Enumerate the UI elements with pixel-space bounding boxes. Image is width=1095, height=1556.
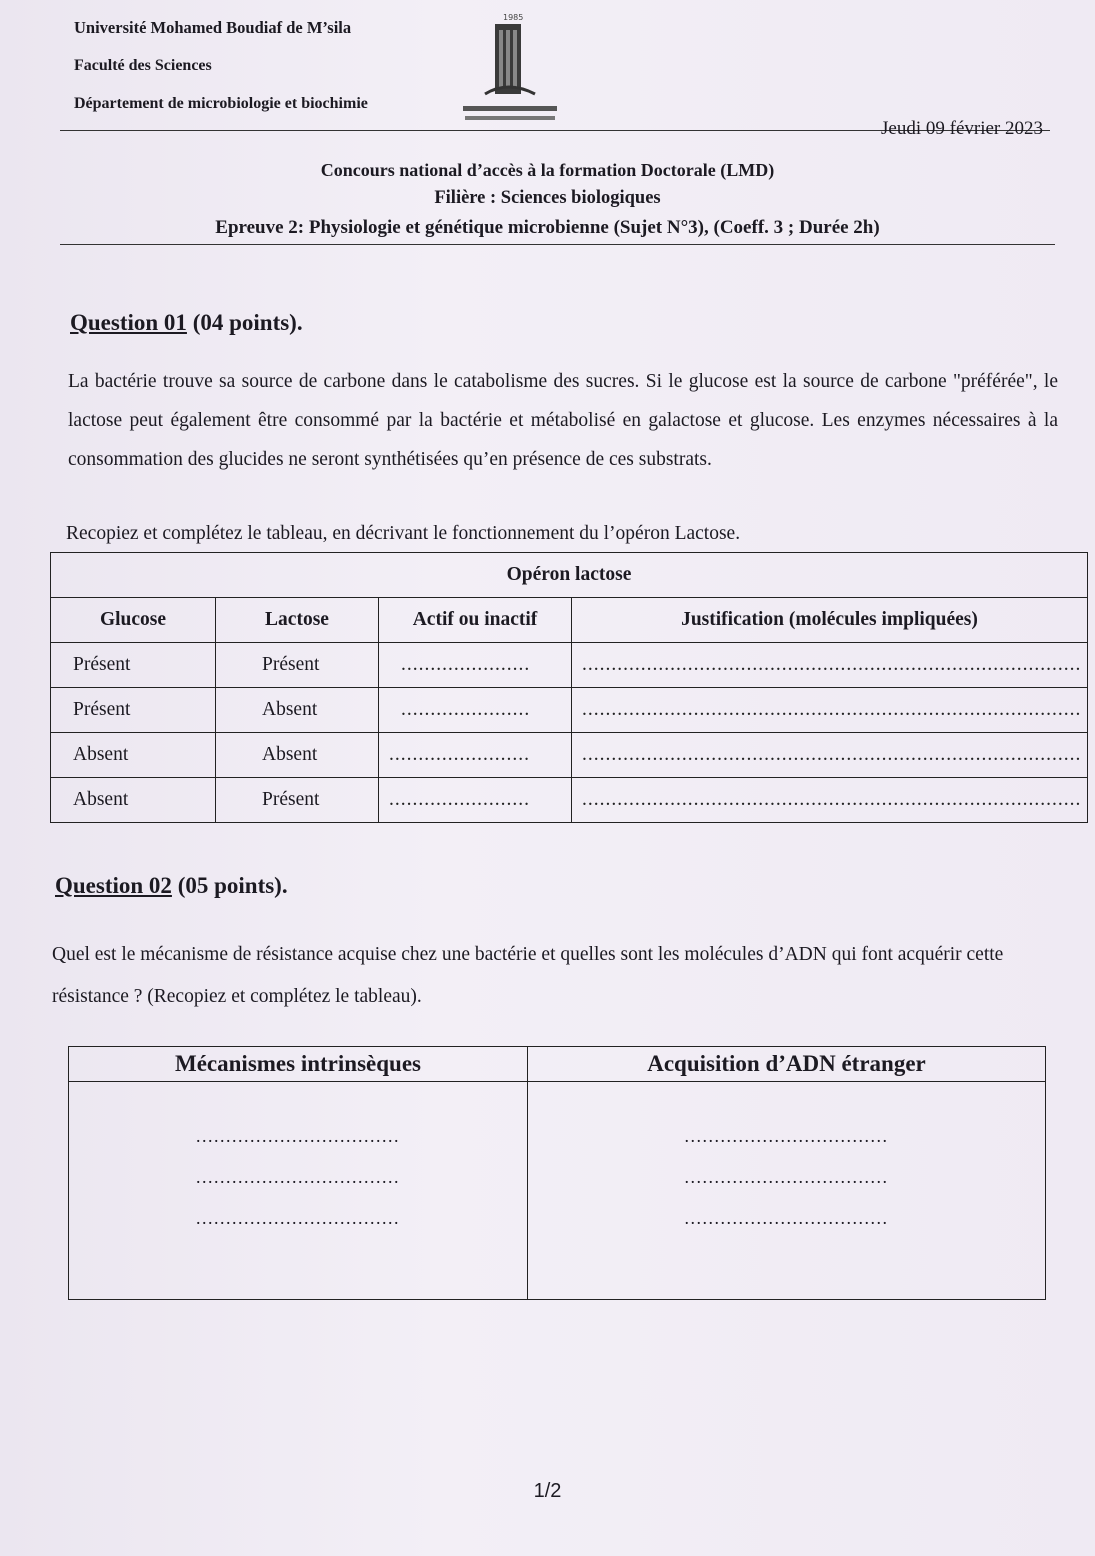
cell-lactose: Présent (216, 778, 379, 823)
cell-glucose: Présent (51, 688, 216, 733)
institution-header (74, 18, 368, 132)
question-02-label: Question 02 (55, 873, 172, 898)
answer-blank-line: .................................. (684, 1167, 889, 1187)
question-02-text: Quel est le mécanisme de résistance acquise chez une bactérie et quelles sont les molécules d’ADN qui font acquérir cette résistance ? (Recopiez et complétez le tableau). (52, 944, 1004, 1007)
cell-lactose: Absent (216, 733, 379, 778)
cell-glucose: Présent (51, 643, 216, 688)
question-02-title (55, 873, 288, 899)
cell-justification-blank: ..................................................................................... (572, 688, 1088, 733)
department-name: Département de microbiologie et biochimie (74, 95, 368, 112)
question-01-instruction: Recopiez et complétez le tableau, en décrivant le fonctionnement du l’opéron Lactose. (66, 523, 741, 544)
title-rule (60, 244, 1055, 245)
university-name: Université Mohamed Boudiaf de M’sila (74, 18, 352, 37)
cell-justification-blank: ..................................................................................... (572, 643, 1088, 688)
col-header-lactose: Lactose (216, 598, 379, 643)
cell-lactose: Absent (216, 688, 379, 733)
answer-blank-line: .................................. (684, 1208, 889, 1228)
answer-blank-line: .................................. (196, 1208, 400, 1228)
resistance-table (68, 1046, 1046, 1300)
exam-title: Concours national d’accès à la formation Doctorale (LMD) (320, 160, 775, 180)
cell-status-blank: ...................... (379, 643, 572, 688)
question-02-points: (05 points). (177, 873, 288, 898)
col-header-intrinsic: Mécanismes intrinsèques (69, 1047, 528, 1082)
answer-blank-line: .................................. (196, 1126, 400, 1146)
question-01-title (70, 310, 303, 336)
col-header-foreign-dna: Acquisition d’ADN étranger (528, 1047, 1046, 1082)
operon-table-title-row (51, 553, 1088, 598)
operon-table (50, 552, 1088, 823)
cell-lactose: Présent (216, 643, 379, 688)
col-header-status: Actif ou inactif (379, 598, 572, 643)
col-header-glucose: Glucose (51, 598, 216, 643)
question-01-label: Question 01 (70, 310, 187, 335)
faculty-name: Faculté des Sciences (74, 57, 212, 74)
exam-subject: Epreuve 2: Physiologie et génétique microbienne (Sujet N°3), (Coeff. 3 ; Durée 2h) (215, 217, 880, 238)
table-row (51, 643, 1088, 688)
cell-glucose: Absent (51, 778, 216, 823)
exam-field: Filière : Sciences biologiques (434, 188, 661, 208)
cell-status-blank: ...................... (379, 688, 572, 733)
operon-table-title: Opéron lactose (51, 553, 1088, 598)
question-01-text: La bactérie trouve sa source de carbone dans le catabolisme des sucres. Si le glucose est la source de carbone "préférée", le lactose peut également être consommé par la bactérie et métabolisé en galactose et glucose. Les enzymes nécessaires à la consommation des glucides ne seront synthétisées qu’en présence de ces substrats. (68, 371, 1058, 470)
cell-justification-blank: ..................................................................................... (572, 733, 1088, 778)
table-row (51, 733, 1088, 778)
resistance-table-body-row (69, 1082, 1046, 1300)
cell-justification-blank: ..................................................................................... (572, 778, 1088, 823)
resistance-table-header-row (69, 1047, 1046, 1082)
cell-glucose: Absent (51, 733, 216, 778)
university-logo (455, 10, 565, 128)
logo-year: 1985 (503, 13, 524, 22)
operon-table-header-row (51, 598, 1088, 643)
cell-status-blank: ........................ (379, 733, 572, 778)
intrinsic-answer-cell (69, 1082, 528, 1300)
table-row (51, 778, 1088, 823)
col-header-justification: Justification (molécules impliquées) (572, 598, 1088, 643)
foreign-dna-answer-cell (528, 1082, 1046, 1300)
cell-status-blank: ........................ (379, 778, 572, 823)
question-01-points: (04 points). (192, 310, 303, 335)
answer-blank-line: .................................. (684, 1126, 889, 1146)
table-row (51, 688, 1088, 733)
answer-blank-line: .................................. (196, 1167, 400, 1187)
exam-date: Jeudi 09 février 2023 (881, 118, 1043, 139)
page-number: 1/2 (533, 1480, 562, 1502)
